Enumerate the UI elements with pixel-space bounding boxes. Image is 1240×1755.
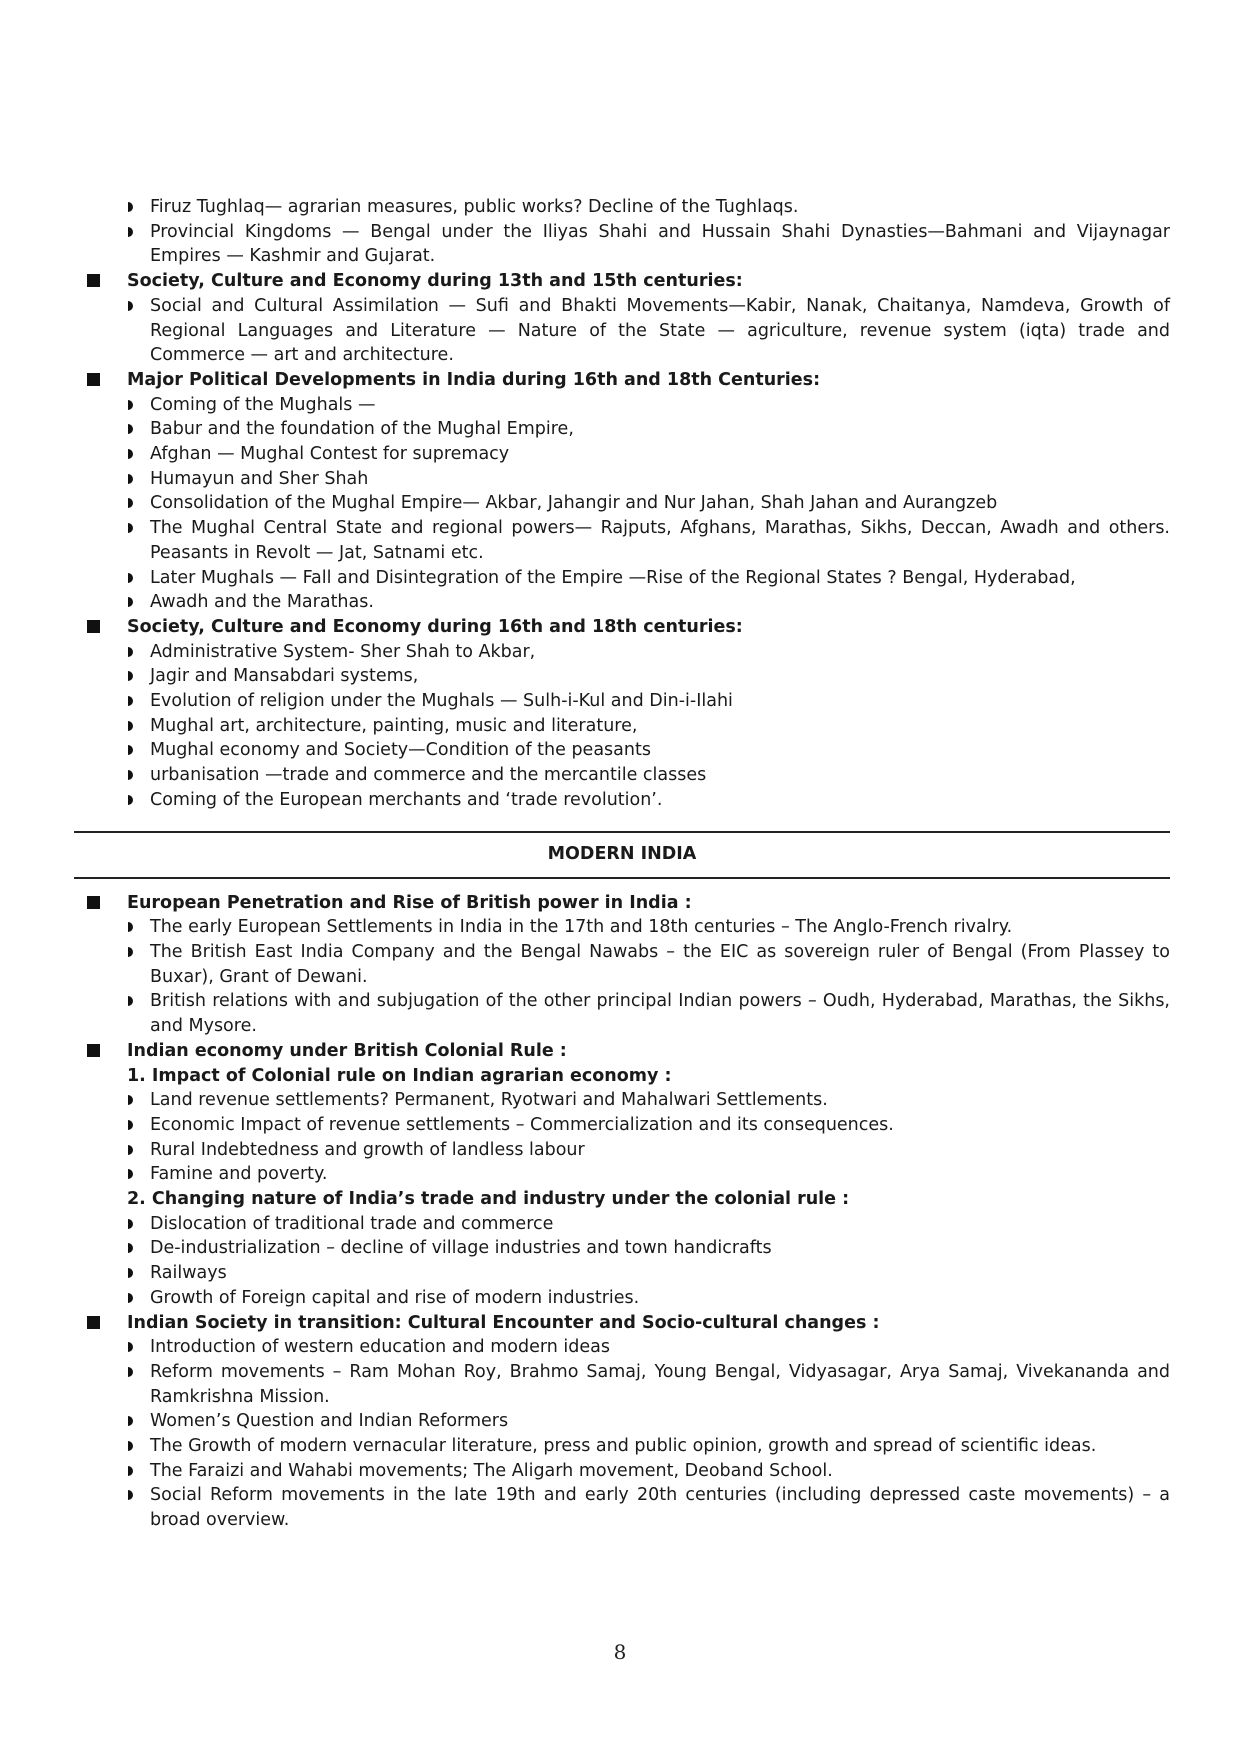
list-item: Social Reform movements in the late 19th and early 20th centuries (including depressed caste movements) – a broad overview. (127, 1483, 1170, 1532)
list-item: Reform movements – Ram Mohan Roy, Brahmo Samaj, Young Bengal, Vidyasagar, Arya Samaj, Vivekananda and Ramkrishna Mission. (127, 1360, 1170, 1409)
bullet-icon (127, 640, 150, 665)
list-item: The British East India Company and the Bengal Nawabs – the EIC as sovereign ruler of Bengal (From Plassey to Buxar), Grant of Dewani. (127, 940, 1170, 989)
bullet-icon (127, 491, 150, 516)
list-item: Mughal art, architecture, painting, music and literature, (127, 714, 1170, 739)
top-items (84, 195, 1170, 269)
square-bullet-icon (84, 269, 127, 294)
bullet-icon (127, 220, 150, 245)
bullet-icon (127, 195, 150, 220)
list-item: Famine and poverty. (127, 1162, 1170, 1187)
list-item: Introduction of western education and modern ideas (127, 1335, 1170, 1360)
list-item: Evolution of religion under the Mughals — Sulh-i-Kul and Din-i-Ilahi (127, 689, 1170, 714)
bullet-icon (127, 1138, 150, 1163)
bullet-icon (127, 664, 150, 689)
bullet-icon (127, 915, 150, 940)
bullet-icon (127, 1113, 150, 1138)
section-items (84, 393, 1170, 615)
section-heading: Society, Culture and Economy during 16th and 18th centuries: (84, 615, 1170, 640)
list-item: Administrative System- Sher Shah to Akbar, (127, 640, 1170, 665)
list-item: De-industrialization – decline of village industries and town handicrafts (127, 1236, 1170, 1261)
bullet-icon (127, 1261, 150, 1286)
list-item: urbanisation —trade and commerce and the mercantile classes (127, 763, 1170, 788)
square-bullet-icon (84, 615, 127, 640)
list-item: Dislocation of traditional trade and commerce (127, 1212, 1170, 1237)
section-items (84, 1088, 1170, 1187)
modern-india-divider (74, 831, 1170, 879)
list-item: The Faraizi and Wahabi movements; The Aligarh movement, Deoband School. (127, 1459, 1170, 1484)
bullet-icon (127, 294, 150, 319)
list-item: Consolidation of the Mughal Empire— Akbar, Jahangir and Nur Jahan, Shah Jahan and Aurangzeb (127, 491, 1170, 516)
bullet-icon (127, 714, 150, 739)
list-item: Rural Indebtedness and growth of landless labour (127, 1138, 1170, 1163)
list-item: Humayun and Sher Shah (127, 467, 1170, 492)
bullet-icon (127, 393, 150, 418)
subsection-title: 2. Changing nature of India’s trade and industry under the colonial rule : (127, 1189, 850, 1210)
square-bullet-icon (84, 891, 127, 916)
bullet-icon (127, 1212, 150, 1237)
bullet-icon (127, 1483, 150, 1508)
bullet-icon (127, 1088, 150, 1113)
list-item: The Mughal Central State and regional powers— Rajputs, Afghans, Marathas, Sikhs, Deccan, Awadh and others. Peasants in Revolt — Jat, Satnami etc. (127, 516, 1170, 565)
bullet-icon (127, 566, 150, 591)
bullet-icon (127, 738, 150, 763)
bullet-icon (127, 989, 150, 1014)
section-heading: Major Political Developments in India during 16th and 18th Centuries: (84, 368, 1170, 393)
section-heading: European Penetration and Rise of British power in India : (84, 891, 1170, 916)
list-item: Awadh and the Marathas. (127, 590, 1170, 615)
list-item: Economic Impact of revenue settlements – Commercialization and its consequences. (127, 1113, 1170, 1138)
list-item: Firuz Tughlaq— agrarian measures, public works? Decline of the Tughlaqs. (127, 195, 1170, 220)
section-items (84, 640, 1170, 813)
list-item: Jagir and Mansabdari systems, (127, 664, 1170, 689)
list-item: The early European Settlements in India in the 17th and 18th centuries – The Anglo-French rivalry. (127, 915, 1170, 940)
section-heading: Indian Society in transition: Cultural Encounter and Socio-cultural changes : (84, 1311, 1170, 1336)
subsection-title: 1. Impact of Colonial rule on Indian agrarian economy : (127, 1065, 672, 1086)
square-bullet-icon (84, 368, 127, 393)
list-item: Land revenue settlements? Permanent, Ryotwari and Mahalwari Settlements. (127, 1088, 1170, 1113)
list-item: Social and Cultural Assimilation — Sufi and Bhakti Movements—Kabir, Nanak, Chaitanya, Namdeva, Growth of Regional Languages and Literature — Nature of the State — agriculture, revenue system (iqta) trade and Commerce — art and architecture. (127, 294, 1170, 368)
bullet-icon (127, 1409, 150, 1434)
list-item: Coming of the Mughals — (127, 393, 1170, 418)
list-item: Mughal economy and Society—Condition of the peasants (127, 738, 1170, 763)
list-item: Railways (127, 1261, 1170, 1286)
page-number: 8 (613, 1640, 627, 1664)
bullet-icon (127, 940, 150, 965)
section-items (84, 294, 1170, 368)
bullet-icon (127, 417, 150, 442)
bullet-icon (127, 1236, 150, 1261)
list-item: Babur and the foundation of the Mughal Empire, (127, 417, 1170, 442)
section-title: MODERN INDIA (547, 844, 697, 865)
bullet-icon (127, 1286, 150, 1311)
list-item: Women’s Question and Indian Reformers (127, 1409, 1170, 1434)
bullet-icon (127, 1335, 150, 1360)
section-items (84, 1335, 1170, 1533)
bullet-icon (127, 467, 150, 492)
bullet-icon (127, 763, 150, 788)
bullet-icon (127, 1434, 150, 1459)
bullet-icon (127, 590, 150, 615)
bullet-icon (127, 788, 150, 813)
list-item: Coming of the European merchants and ‘trade revolution’. (127, 788, 1170, 813)
section-heading: Indian economy under British Colonial Rule : (84, 1039, 1170, 1064)
section-items (84, 1212, 1170, 1311)
section-items (84, 915, 1170, 1039)
list-item: British relations with and subjugation of the other principal Indian powers – Oudh, Hyderabad, Marathas, the Sikhs, and Mysore. (127, 989, 1170, 1038)
list-item: Afghan — Mughal Contest for supremacy (127, 442, 1170, 467)
list-item: Growth of Foreign capital and rise of modern industries. (127, 1286, 1170, 1311)
square-bullet-icon (84, 1311, 127, 1336)
bullet-icon (127, 1162, 150, 1187)
bullet-icon (127, 516, 150, 541)
bullet-icon (127, 442, 150, 467)
bullet-icon (127, 1459, 150, 1484)
list-item: Provincial Kingdoms — Bengal under the Iliyas Shahi and Hussain Shahi Dynasties—Bahmani and Vijaynagar Empires — Kashmir and Gujarat. (127, 220, 1170, 269)
list-item: The Growth of modern vernacular literature, press and public opinion, growth and spread of scientific ideas. (127, 1434, 1170, 1459)
square-bullet-icon (84, 1039, 127, 1064)
section-heading: Society, Culture and Economy during 13th and 15th centuries: (84, 269, 1170, 294)
syllabus-content (84, 195, 1170, 1533)
list-item: Later Mughals — Fall and Disintegration of the Empire —Rise of the Regional States ? Bengal, Hyderabad, (127, 566, 1170, 591)
bullet-icon (127, 1360, 150, 1385)
bullet-icon (127, 689, 150, 714)
